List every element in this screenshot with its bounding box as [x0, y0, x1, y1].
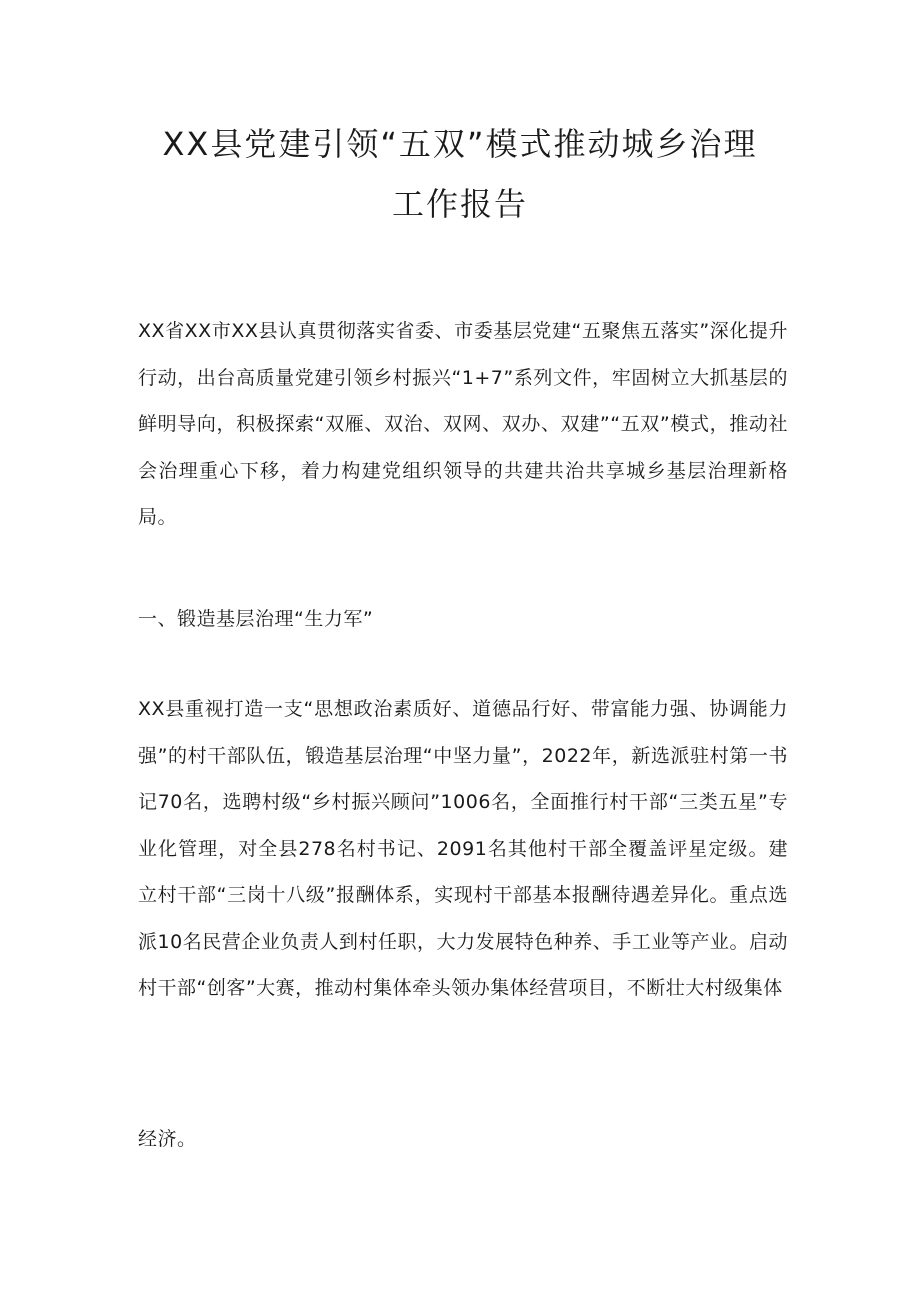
section-1-continuation: 经济。: [138, 1128, 197, 1150]
intro-paragraph: XX省XX市XX县认真贯彻落实省委、市委基层党建“五聚焦五落实”深化提升行动，出台高质量党建引领乡村振兴“1+7”系列文件，牢固树立大抓基层的鲜明导向，积极探索“双雁、双治、双网、双办、双建”“五双”模式，推动社会治理重心下移，着力构建党组织领导的共建共治共享城乡基层治理新格局。: [138, 320, 788, 528]
section-1-paragraph: XX县重视打造一支“思想政治素质好、道德品行好、带富能力强、协调能力强”的村干部队伍，锻造基层治理“中坚力量”，2022年，新选派驻村第一书记70名，选聘村级“乡村振兴顾问”1006名，全面推行村干部“三类五星”专业化管理，对全县278名村书记、2091名其他村干部全覆盖评星定级。建立村干部“三岗十八级”报酬体系，实现村干部基本报酬待遇差异化。重点选派10名民营企业负责人到村任职，大力发展特色种养、手工业等产业。启动村干部“创客”大赛，推动村集体牵头领办集体经营项目，不断壮大村级集体: [138, 698, 788, 999]
document-title-line-2: 工作报告: [391, 185, 528, 223]
section-1-heading: 一、锻造基层治理“生力军”: [138, 608, 374, 630]
document-title-line-1: XX县党建引领“五双”模式推动城乡治理: [162, 125, 758, 163]
